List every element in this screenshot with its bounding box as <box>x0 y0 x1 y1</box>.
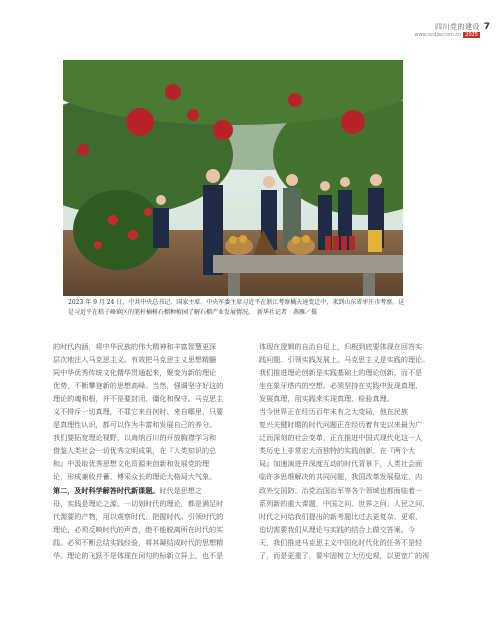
issue-badge: 2025 <box>465 32 478 38</box>
photo-orchard-inspection <box>63 60 403 296</box>
page-header <box>414 22 490 38</box>
page-number: 7 <box>483 22 490 32</box>
article-left-column <box>53 340 249 562</box>
paragraph-with-heading <box>53 484 249 562</box>
photo-illustration <box>63 60 403 296</box>
header-url-line <box>415 32 480 38</box>
paragraph: 体现在逻辑的自治自足上，归根到底要体现在回答实 践问题、引领实践发展上。马克思主义是实践的理论。 我们推进理论创新是实践基础上的理论创新，而不是 坐在象牙塔内的空想。必须坚持在实践中发现真理、 发展真理，用实践来实现真理、检验真理。 <box>259 342 430 404</box>
magazine-title: 四川党的建设 <box>435 23 480 31</box>
section-heading: 第二，及时科学解答时代新课题。 <box>53 485 160 495</box>
paragraph: 当今世界正在经历百年未有之大变局，他在民族 复兴关键时期的时代问题正在经历着有史以来最为广 泛而深刻的社会变革，正在推进中国式现代化这一人 类历史上非常宏大而独特的实践创新。在『两个大 局』加速演进并深度互动的时代背景下，人类社会面 临许多思维解决的共同问题，我国改革发展稳定、内 政外交国防、治党治国治军等各个领域也都面临着一 系列新的重大课题，中国之问、世界之问、人民之问、 时代之问给我们提出的新考题比过去更复杂、更艰， 迫切需要我们从理论与实践的结合上做交答案。今 天，我们推进马克思主义中国化时代化的任务不是轻 了，而是更重了，要牢固树立大历史观，以更宽广的视 <box>259 407 430 560</box>
photo-caption: 2023 年 9 月 24 日，中共中央总书记、国家主席、中央军委主席习近平在浙江考察橘天速变迁中，来到山东省枣庄市考察。这是习近平在桔子峰镇区的笔杆楠树石榴种植园了解石榴产业发展情况。 新华社记者 燕雁／摄 <box>68 299 405 316</box>
paragraph-text: 时代是思想之 母，实践是理论之源。一切划时代的理论，都是满足时 代需要的产物，用以观察时代、把握时代、引领时代的 理论，必须反映时代的声音，绝不能脱离所在时代的实 践。必须不断总结实践经验，将其凝结成时代的思想精 华。理论的飞跃不是体现在词句的标新立异上，也不是 <box>53 485 224 560</box>
paragraph: 的时代内涵，将中华民族的伟大精神和丰富智慧更深 层次地注入马克思主义。有效把马克思主义思想精髓 同中华优秀传统文化精华贯通起来，聚变为新的理论 优势，不断攀登新的思想高峰。当然，强调坚守好这的 理论的魂和根，并不是要封闭、僵化和保守。马克思主 义不排斥一切真理，不罪它来自何时、来自哪里，只要 是真理性认识，都可以作为丰富和发展自己的养分。 我们要拓宽理论视野，以海纳百川的开放胸襟学习和 借鉴人类社会一切优秀文明成果，在『人类知识的总 和』中汲取优秀思想文化资源来创新和发展党的理 论，形成兼收并蓄、博采众长的理论大格局大气象。 <box>53 342 224 482</box>
article-right-column <box>259 340 455 562</box>
magazine-url: www.scdjw.com.cn <box>414 32 462 38</box>
